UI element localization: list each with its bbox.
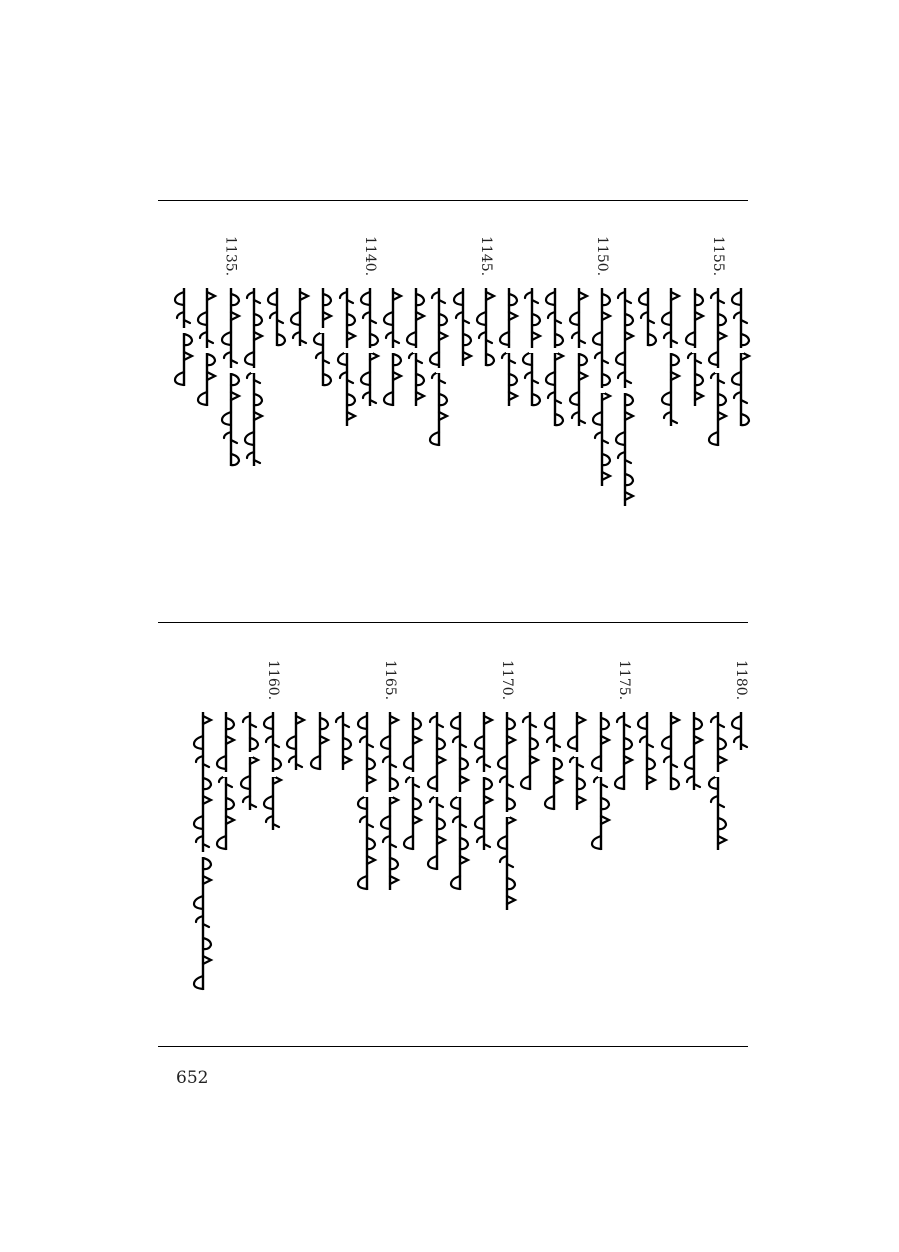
mongolian-script-glyphs [426,286,452,456]
verse-line [426,236,452,456]
mongolian-script-glyphs [682,286,708,416]
verse-line [171,236,197,396]
verse-line [447,660,473,900]
mongolian-script-glyphs [237,710,263,820]
verse-line [190,660,216,1000]
mongolian-script-glyphs [471,710,497,860]
verse-line [380,236,406,416]
middle-rule [158,622,748,623]
mongolian-script-glyphs [473,286,499,376]
mongolian-script-glyphs [287,286,313,356]
mongolian-script-glyphs [264,286,290,356]
mongolian-script-glyphs [681,710,707,800]
verse-line [588,660,614,860]
verse-line [634,660,660,800]
mongolian-script-glyphs [218,286,244,476]
verse-line [241,236,267,476]
verse-line [330,660,356,780]
mongolian-script-glyphs [635,286,661,356]
mongolian-script-glyphs [564,710,590,820]
verse-line [542,236,568,436]
verse-line [260,660,286,840]
mongolian-script-glyphs [377,710,403,900]
verse-line [357,236,383,416]
mongolian-script-glyphs [357,286,383,416]
mongolian-script-glyphs [283,710,309,780]
mongolian-script-glyphs [705,286,731,456]
line-number: 1140. [361,236,378,277]
verse-line [307,660,333,780]
mongolian-script-glyphs [213,710,239,860]
mongolian-script-glyphs [447,710,473,900]
verse-line [705,236,731,456]
verse-line [334,236,360,436]
verse-line [377,660,403,900]
line-number: 1175. [616,660,632,701]
verse-line [681,660,707,800]
verse-line [566,236,592,436]
mongolian-script-glyphs [658,286,684,436]
mongolian-script-glyphs [588,710,614,860]
verse-line [471,660,497,860]
mongolian-script-glyphs [496,286,522,416]
mongolian-script-glyphs [403,286,429,416]
mongolian-script-glyphs [542,286,568,436]
verse-line [194,236,220,416]
mongolian-script-glyphs [330,710,356,780]
line-number: 1155. [709,236,726,277]
verse-line [519,236,545,416]
mongolian-script-glyphs [241,286,267,476]
verse-line [287,236,313,356]
verse-line [400,660,426,860]
line-number: 1180. [733,660,749,701]
verse-line [728,660,754,760]
mongolian-script-glyphs [307,710,333,780]
line-number: 1160. [265,660,281,701]
verse-line [354,660,380,900]
verse-line [473,236,499,376]
mongolian-script-glyphs [517,710,543,800]
mongolian-script-glyphs [190,710,216,1000]
mongolian-script-glyphs [541,710,567,820]
mongolian-script-glyphs [380,286,406,416]
mongolian-script-glyphs [728,286,754,436]
verse-line [658,660,684,800]
mongolian-script-glyphs [450,286,476,376]
verse-line [541,660,567,820]
mongolian-script-glyphs [354,710,380,900]
line-number: 1135. [222,236,239,277]
mongolian-script-glyphs [705,710,731,860]
page-number: 652 [176,1068,209,1088]
verse-line [283,660,309,780]
verse-line [658,236,684,436]
mongolian-script-glyphs [400,710,426,860]
mongolian-script-glyphs [634,710,660,800]
line-number: 1145. [477,236,494,277]
verse-line [612,236,638,516]
verse-line [589,236,615,496]
verse-line [310,236,336,396]
mongolian-script-glyphs [334,286,360,436]
verse-line [494,660,520,920]
mongolian-script-glyphs [612,286,638,516]
verse-line [264,236,290,356]
mongolian-script-glyphs [494,710,520,920]
mongolian-script-glyphs [589,286,615,496]
verse-line [403,236,429,416]
verse-line [218,236,244,476]
verse-line [705,660,731,860]
mongolian-script-glyphs [194,286,220,416]
mongolian-script-glyphs [424,710,450,880]
bottom-rule [158,1046,748,1047]
mongolian-script-glyphs [171,286,197,396]
verse-line [237,660,263,820]
verse-line [728,236,754,436]
verse-line [611,660,637,800]
mongolian-script-glyphs [566,286,592,436]
verse-line [682,236,708,416]
verse-line [564,660,590,820]
top-rule [158,200,748,201]
mongolian-script-glyphs [658,710,684,800]
verse-line [517,660,543,800]
mongolian-script-glyphs [611,710,637,800]
mongolian-script-glyphs [260,710,286,840]
line-number: 1165. [382,660,398,701]
mongolian-script-glyphs [310,286,336,396]
verse-line [424,660,450,880]
verse-line [635,236,661,356]
line-number: 1150. [593,236,610,277]
mongolian-script-glyphs [728,710,754,760]
verse-line [496,236,522,416]
verse-line [213,660,239,860]
verse-line [450,236,476,376]
mongolian-script-glyphs [519,286,545,416]
line-number: 1170. [499,660,515,701]
